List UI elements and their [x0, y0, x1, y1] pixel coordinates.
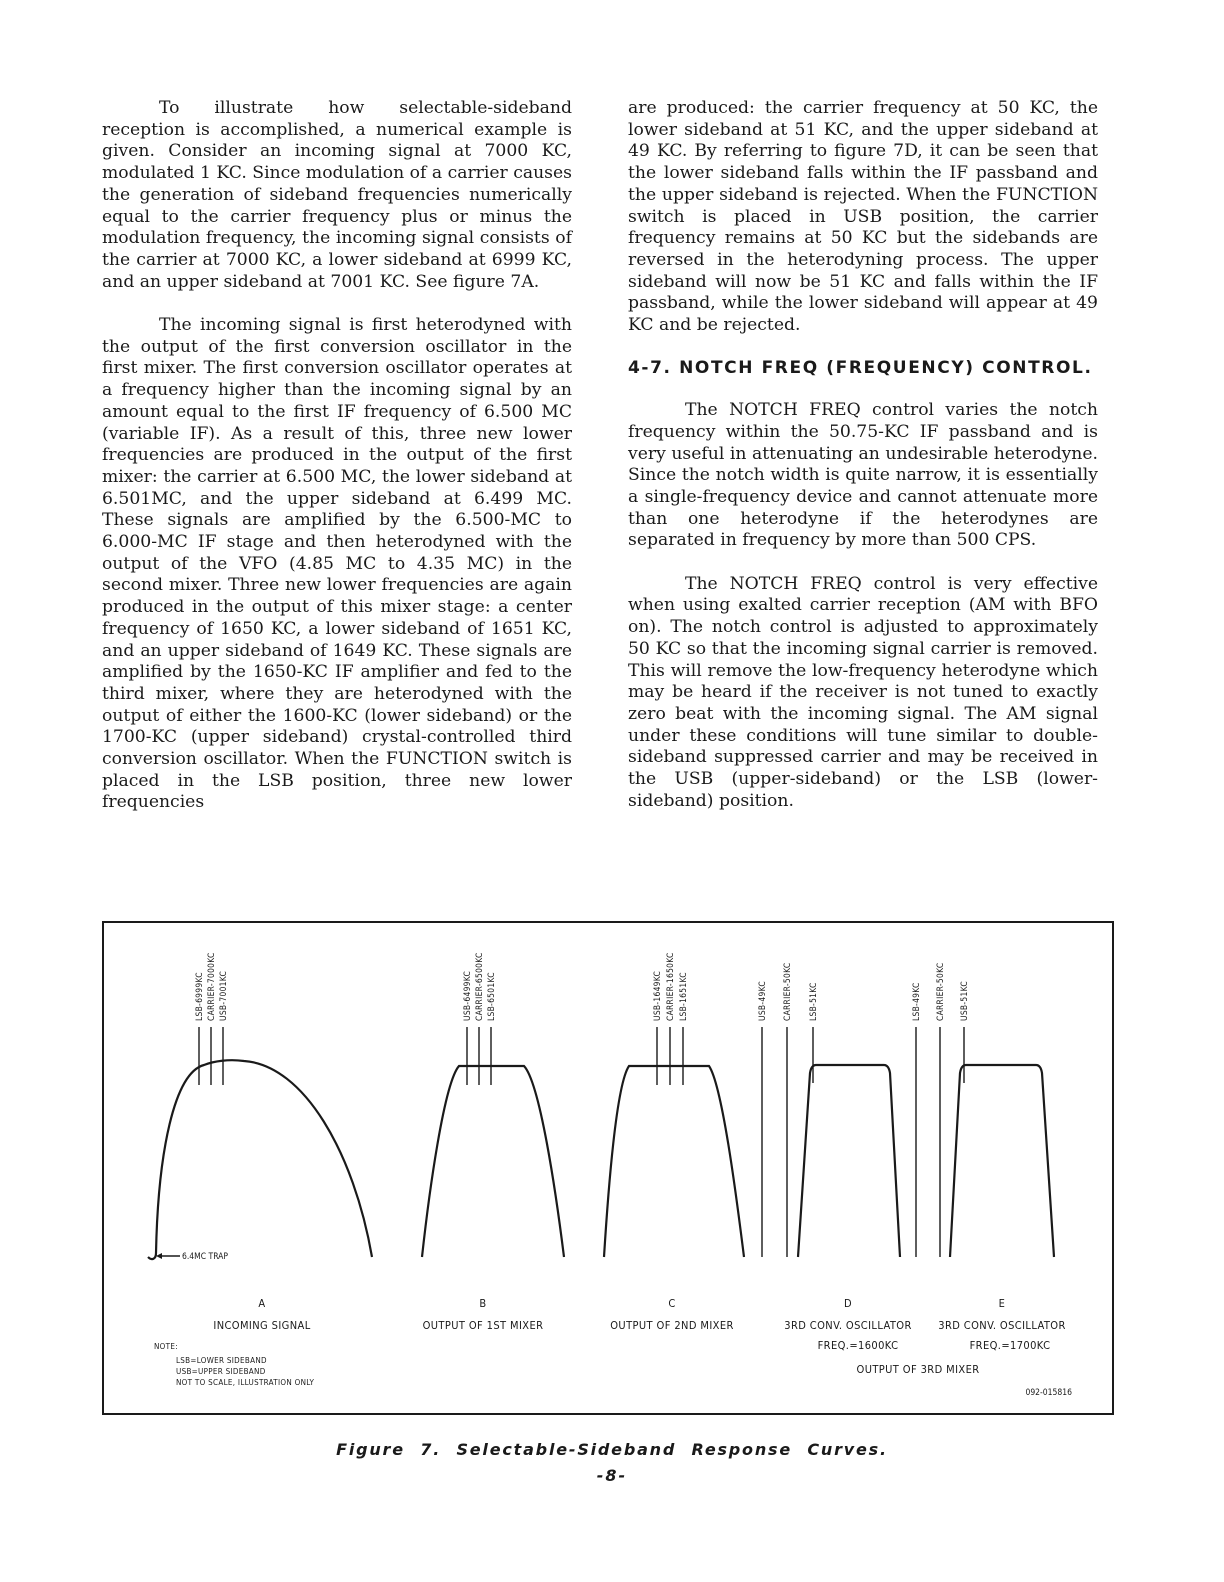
- panel-e-subtitle: FREQ.=1700KC: [969, 1339, 1051, 1352]
- curve-output-1st-mixer: [422, 1066, 564, 1257]
- response-curves-diagram: [104, 923, 1112, 1413]
- panel-a-letter: A: [258, 1297, 266, 1310]
- label-e-usb: USB-51KC: [959, 981, 969, 1021]
- panel-d-letter: D: [843, 1297, 853, 1310]
- panel-d-title: 3RD CONV. OSCILLATOR: [784, 1319, 912, 1332]
- figure-caption: Figure 7. Selectable-Sideband Response Curves.: [336, 1440, 888, 1459]
- panel-b-title: OUTPUT OF 1ST MIXER: [422, 1319, 544, 1332]
- label-a-carrier: CARRIER-7000KC: [206, 952, 216, 1021]
- note-line-scale: NOT TO SCALE, ILLUSTRATION ONLY: [176, 1378, 315, 1387]
- paragraph-notch-freq-exalted-carrier: The NOTCH FREQ control is very effective when using exalted carrier reception (AM with BFO on). The notch control is adjusted to approximately 50 KC so that the incoming signal carrier is removed. This will remove the low-frequency heterodyne which may be heard if the receiver is not tuned to exactly zero beat with the incoming signal. The AM signal under these conditions will tune similar to double-sideband suppressed carrier and may be received in the USB (upper-sideband) or the LSB (lower-sideband) position.: [628, 573, 1098, 811]
- label-e-carrier: CARRIER-50KC: [935, 962, 945, 1021]
- label-c-usb: USB-1649KC: [652, 970, 662, 1021]
- paragraph-continued: are produced: the carrier frequency at 50 KC, the lower sideband at 51 KC, and the upper sideband at 49 KC. By referring to figure 7D, it can be seen that the lower sideband falls within the IF passband and the upper sideband is rejected. When the FUNCTION switch is placed in USB position, the carrier frequency remains at 50 KC but the sidebands are reversed in the heterodyning process. The upper sideband will now be 51 KC and falls within the IF passband, while the lower sideband will appear at 49 KC and be rejected.: [628, 98, 1098, 336]
- label-d-carrier: CARRIER-50KC: [782, 962, 792, 1021]
- curve-3rd-mixer-lsb: [798, 1065, 900, 1257]
- note-title: NOTE:: [154, 1342, 178, 1351]
- right-text-column: [628, 98, 1098, 834]
- panel-e-title: 3RD CONV. OSCILLATOR: [938, 1319, 1066, 1332]
- label-a-usb: USB-7001KC: [218, 970, 228, 1021]
- curve-output-2nd-mixer: [604, 1066, 744, 1257]
- page-number: -8-: [596, 1466, 628, 1485]
- trap-notch-mark: [148, 1253, 156, 1259]
- note-line-usb: USB=UPPER SIDEBAND: [176, 1367, 266, 1376]
- paragraph-notch-freq-description: The NOTCH FREQ control varies the notch frequency within the 50.75-KC IF passband and is very useful in attenuating an undesirable heterodyne. Since the notch width is quite narrow, it is essentially a single-frequency device and cannot attenuate more than one heterodyne if the heterodynes are separated in frequency by more than 500 CPS.: [628, 400, 1098, 551]
- label-e-lsb: LSB-49KC: [911, 982, 921, 1021]
- label-a-lsb: LSB-6999KC: [194, 972, 204, 1021]
- panel-d-subtitle: FREQ.=1600KC: [817, 1339, 899, 1352]
- panel-a-title: INCOMING SIGNAL: [213, 1319, 311, 1332]
- label-c-lsb: LSB-1651KC: [678, 972, 688, 1021]
- label-c-carrier: CARRIER-1650KC: [665, 952, 675, 1021]
- panel-c-letter: C: [668, 1297, 676, 1310]
- figure-7-response-curves: [102, 921, 1114, 1415]
- curve-incoming-signal: [156, 1060, 372, 1257]
- note-line-lsb: LSB=LOWER SIDEBAND: [176, 1356, 267, 1365]
- section-heading-notch-freq: 4-7. NOTCH FREQ (FREQUENCY) CONTROL.: [628, 358, 1093, 379]
- label-b-lsb: LSB-6501KC: [486, 972, 496, 1021]
- panel-b-letter: B: [479, 1297, 487, 1310]
- label-b-carrier: CARRIER-6500KC: [474, 952, 484, 1021]
- panel-e-letter: E: [998, 1297, 1006, 1310]
- label-d-usb: USB-49KC: [757, 981, 767, 1021]
- drawing-number: 092-015816: [1025, 1388, 1072, 1398]
- left-text-column: [102, 98, 572, 836]
- paragraph-heterodyne-process: The incoming signal is first heterodyned with the output of the first conversion oscillator in the first mixer. The first conversion oscillator operates at a frequency higher than the incoming signal by an amount equal to the first IF frequency of 6.500 MC (variable IF). As a result of this, three new lower frequencies are produced in the output of the first mixer: the carrier at 6.500 MC, the lower sideband at 6.501MC, and the upper sideband at 6.499 MC. These signals are amplified by the 6.500-MC to 6.000-MC IF stage and then heterodyned with the output of the VFO (4.85 MC to 4.35 MC) in the second mixer. Three new lower frequencies are again produced in the output of this mixer stage: a center frequency of 1650 KC, a lower sideband of 1651 KC, and an upper sideband of 1649 KC. These signals are amplified by the 1650-KC IF amplifier and fed to the third mixer, where they are heterodyned with the output of either the 1600-KC (lower sideband) or the 1700-KC (upper sideband) crystal-controlled third conversion oscillator. When the FUNCTION switch is placed in the LSB position, three new lower frequencies: [102, 315, 572, 813]
- label-b-usb: USB-6499KC: [462, 970, 472, 1021]
- label-d-lsb: LSB-51KC: [808, 982, 818, 1021]
- panel-c-title: OUTPUT OF 2ND MIXER: [610, 1319, 734, 1332]
- curve-3rd-mixer-usb: [950, 1065, 1054, 1257]
- group-label-3rd-mixer: OUTPUT OF 3RD MIXER: [856, 1363, 980, 1376]
- paragraph-numerical-example: To illustrate how selectable-sideband reception is accomplished, a numerical example is given. Consider an incoming signal at 7000 KC, modulated 1 KC. Since modulation of a carrier causes the generation of sideband frequencies numerically equal to the carrier frequency plus or minus the modulation frequency, the incoming signal consists of the carrier at 7000 KC, a lower sideband at 6999 KC, and an upper sideband at 7001 KC. See figure 7A.: [102, 98, 572, 292]
- trap-label: 6.4MC TRAP: [182, 1252, 229, 1262]
